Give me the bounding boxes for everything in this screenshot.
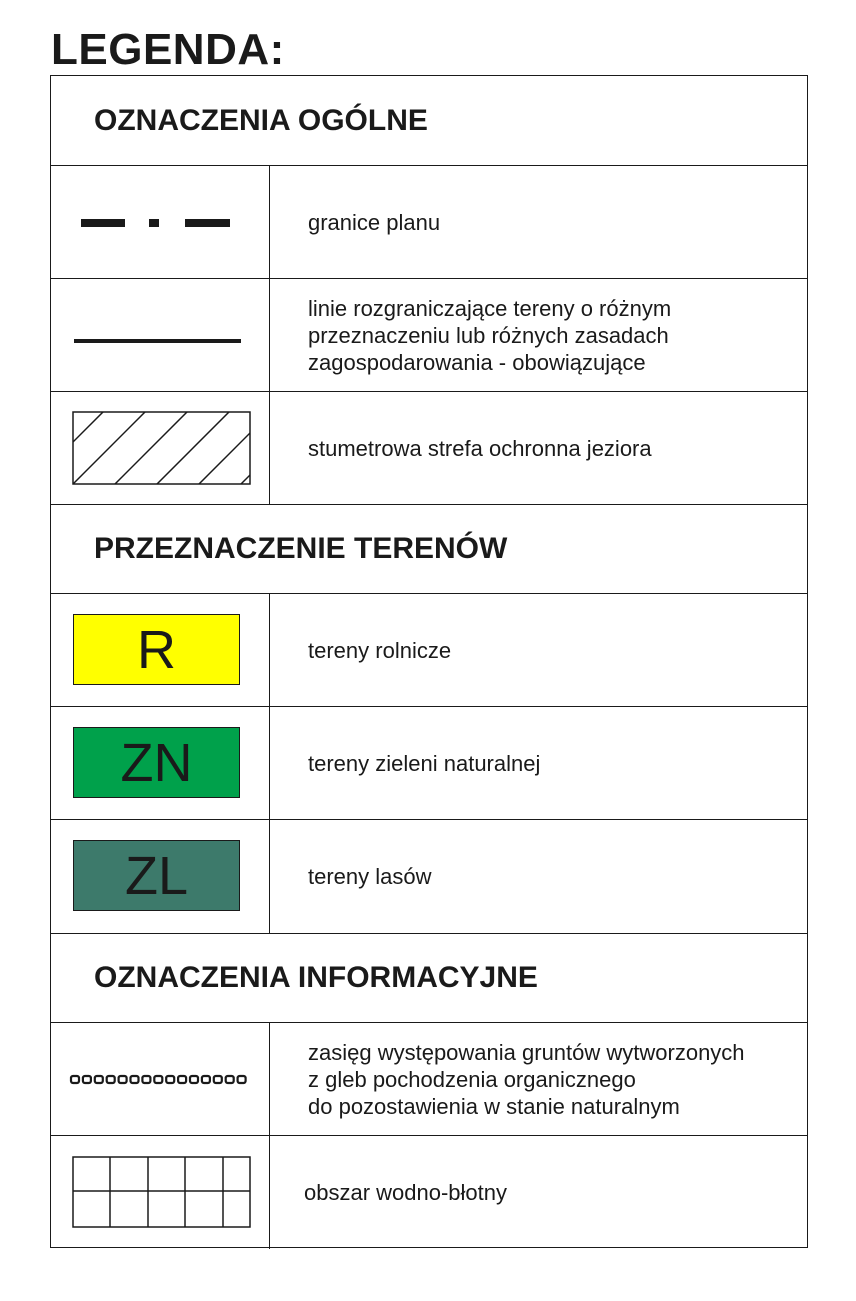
chain-link xyxy=(83,1076,91,1083)
section-heading: OZNACZENIA INFORMACYJNE xyxy=(94,961,538,994)
hatched-rectangle-icon xyxy=(51,392,270,505)
symbol-cell xyxy=(51,820,270,933)
symbol-cell xyxy=(51,279,270,391)
chain-link xyxy=(119,1076,127,1083)
section-header-general xyxy=(51,76,807,166)
legend-item-label: tereny zieleni naturalnej xyxy=(308,750,541,776)
legend-item-label: tereny lasów xyxy=(308,864,432,889)
legend-item-label: granice planu xyxy=(308,209,441,235)
chain-link xyxy=(142,1076,150,1083)
chain-link xyxy=(95,1076,103,1083)
legend-item-natural-green xyxy=(51,707,807,820)
chain-link xyxy=(154,1076,162,1083)
chain-link xyxy=(178,1076,186,1083)
legend-item-label: zasięg występowania gruntów wytworzonych z gleb pochodzenia organicznego do pozostawienia w stanie naturalnym xyxy=(308,1039,745,1119)
land-code-badge: ZN xyxy=(73,727,240,798)
solid-line-icon xyxy=(51,279,270,392)
legend-table xyxy=(50,75,808,1248)
legend-item-label: linie rozgraniczające tereny o różnym przeznaczeniu lub różnych zasadach zagospodarowania - obowiązujące xyxy=(308,295,672,375)
symbol-cell xyxy=(51,594,270,706)
dotted-chain-line-icon xyxy=(51,1023,270,1136)
chain-link xyxy=(131,1076,139,1083)
legend-item-organic-soils xyxy=(51,1023,807,1136)
chain-link xyxy=(71,1076,79,1083)
legend-item-wetland xyxy=(51,1136,807,1249)
chain-link xyxy=(166,1076,174,1083)
legend-item-label: obszar wodno-błotny xyxy=(304,1180,508,1205)
grid-rectangle-icon xyxy=(51,1136,270,1249)
legend-item-label: stumetrowa strefa ochronna jeziora xyxy=(308,435,652,461)
chain-link xyxy=(238,1076,246,1083)
chain-link xyxy=(190,1076,198,1083)
legend-item-forest xyxy=(51,820,807,934)
chain-link xyxy=(107,1076,115,1083)
land-code-badge: R xyxy=(73,614,240,685)
legend-title: LEGENDA: xyxy=(51,25,285,74)
legend-item-lake-protection-zone xyxy=(51,392,807,505)
legend-item-label: tereny rolnicze xyxy=(308,637,452,663)
chain-link xyxy=(226,1076,234,1083)
section-header-info xyxy=(51,934,807,1023)
symbol-cell xyxy=(51,1023,270,1135)
section-heading: OZNACZENIA OGÓLNE xyxy=(94,103,428,137)
legend-item-boundary-lines xyxy=(51,279,807,392)
symbol-cell xyxy=(51,707,270,819)
legend-item-agricultural xyxy=(51,594,807,707)
symbol-cell xyxy=(51,1136,270,1249)
chain-link xyxy=(214,1076,222,1083)
section-header-land-use xyxy=(51,505,807,594)
section-heading: PRZEZNACZENIE TERENÓW xyxy=(94,532,508,565)
land-code-badge: ZL xyxy=(73,840,240,911)
chain-link xyxy=(202,1076,210,1083)
dash-dot-line-icon xyxy=(51,166,270,279)
symbol-cell xyxy=(51,392,270,504)
legend-item-plan-boundary xyxy=(51,166,807,279)
symbol-cell xyxy=(51,166,270,278)
